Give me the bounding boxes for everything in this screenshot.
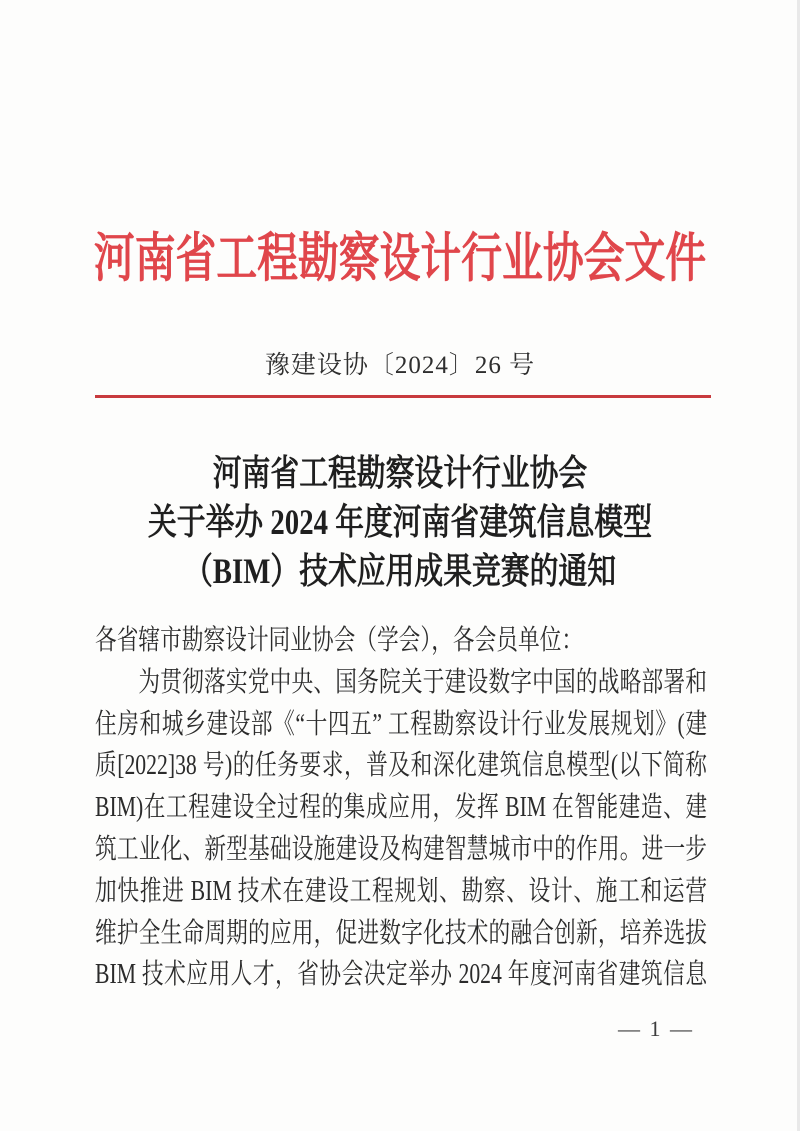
notice-title-line: （BIM）技术应用成果竞赛的通知 <box>183 551 617 591</box>
body-line: 筑工业化、新型基础设施建设及构建智慧城市中的作用。进一步 <box>95 833 708 865</box>
org-header-title: 河南省工程勘察设计行业协会文件 <box>93 230 707 288</box>
body-line: 加快推进 BIM 技术在建设工程规划、勘察、设计、施工和运营 <box>95 875 708 907</box>
notice-title <box>80 449 720 596</box>
notice-title-line: 关于举办 2024 年度河南省建筑信息模型 <box>147 502 653 542</box>
page-number: — 1 — <box>618 1016 694 1041</box>
body-line: 维护全生命周期的应用，促进数字化技术的融合创新，培养选拔 <box>95 917 708 949</box>
red-divider-line <box>95 395 711 398</box>
notice-title-line: 河南省工程勘察设计行业协会 <box>212 453 588 493</box>
body-text <box>95 620 707 996</box>
doc-number: 豫建设协〔2024〕26 号 <box>264 352 536 379</box>
body-line: BIM)在工程建设全过程的集成应用，发挥 BIM 在智能建造、建 <box>95 792 708 824</box>
body-line: 为贯彻落实党中央、国务院关于建设数字中国的战略部署和 <box>138 666 708 698</box>
body-line: 各省辖市勘察设计同业协会（学会），各会员单位： <box>95 625 584 656</box>
body-line: 住房和城乡建设部《“十四五” 工程勘察设计行业发展规划》(建 <box>95 708 708 740</box>
body-line: BIM 技术应用人才，省协会决定举办 2024 年度河南省建筑信息 <box>95 959 708 991</box>
body-line: 质[2022]38 号)的任务要求，普及和深化建筑信息模型(以下简称 <box>95 750 708 782</box>
